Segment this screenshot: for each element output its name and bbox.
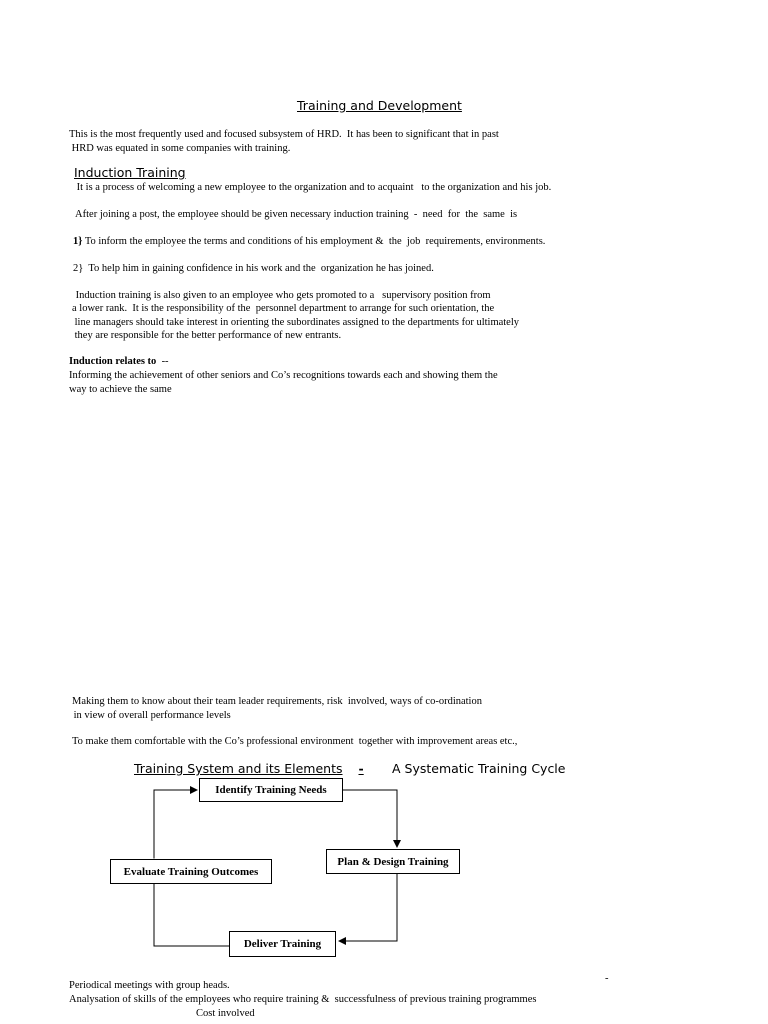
induction-definition: It is a process of welcoming a new employee to the organization and to acquaint to the organization and his job.: [74, 182, 552, 193]
point-1-text: To inform the employee the terms and conditions of his employment & the job requirements, environments.: [82, 236, 546, 247]
page-title: Training and Development: [297, 98, 462, 113]
evaluate-training-outcomes-box: Evaluate Training Outcomes: [110, 859, 272, 884]
making-line-1: Making them to know about their team leader requirements, risk involved, ways of co-ordination: [72, 696, 482, 707]
plan-design-training-box: Plan & Design Training: [326, 849, 460, 874]
training-system-title: Training System and its Elements: [134, 761, 343, 776]
induction-relates-dash: --: [156, 356, 169, 367]
promotion-line-1: Induction training is also given to an employee who gets promoted to a supervisory position from: [73, 290, 491, 301]
intro-line-1: This is the most frequently used and focused subsystem of HRD. It has been to significant that in past: [69, 129, 499, 140]
footer-line-2: Analysation of skills of the employees who require training & successfulness of previous training programmes: [69, 994, 537, 1005]
after-joining-text: After joining a post, the employee should be given necessary induction training - need for the same is: [73, 209, 518, 220]
identify-training-needs-box: Identify Training Needs: [199, 778, 343, 802]
making-line-2: in view of overall performance levels: [71, 710, 231, 721]
training-system-dash: -: [358, 761, 364, 776]
deliver-training-box: Deliver Training: [229, 931, 336, 957]
point-1-number: 1}: [73, 236, 83, 247]
arrow-plan-to-deliver: [339, 874, 397, 941]
induction-relates-label: Induction relates to: [69, 356, 157, 367]
induction-training-heading: Induction Training: [74, 165, 186, 180]
training-cycle-heading: A Systematic Training Cycle: [392, 761, 566, 776]
arrow-identify-to-plan: [343, 790, 397, 847]
promotion-line-2: a lower rank. It is the responsibility of the personnel department to arrange for such orientation, the: [72, 303, 495, 314]
promotion-line-3: line managers should take interest in orienting the subordinates assigned to the departments for ultimately: [72, 317, 520, 328]
intro-line-2: HRD was equated in some companies with training.: [69, 143, 291, 154]
footer-line-1: Periodical meetings with group heads.: [69, 980, 230, 991]
relates-line-1: Informing the achievement of other seniors and Co’s recognitions towards each and showing them the: [69, 370, 498, 381]
comfortable-text: To make them comfortable with the Co’s professional environment together with improvement areas etc.,: [72, 736, 518, 747]
point-2: 2} To help him in gaining confidence in his work and the organization he has joined.: [73, 263, 434, 274]
footer-dash: -: [605, 973, 609, 984]
footer-line-3: Cost involved: [196, 1008, 255, 1019]
arrow-evaluate-to-identify: [154, 790, 197, 858]
relates-line-2: way to achieve the same: [69, 384, 172, 395]
promotion-line-4: they are responsible for the better performance of new entrants.: [72, 330, 342, 341]
